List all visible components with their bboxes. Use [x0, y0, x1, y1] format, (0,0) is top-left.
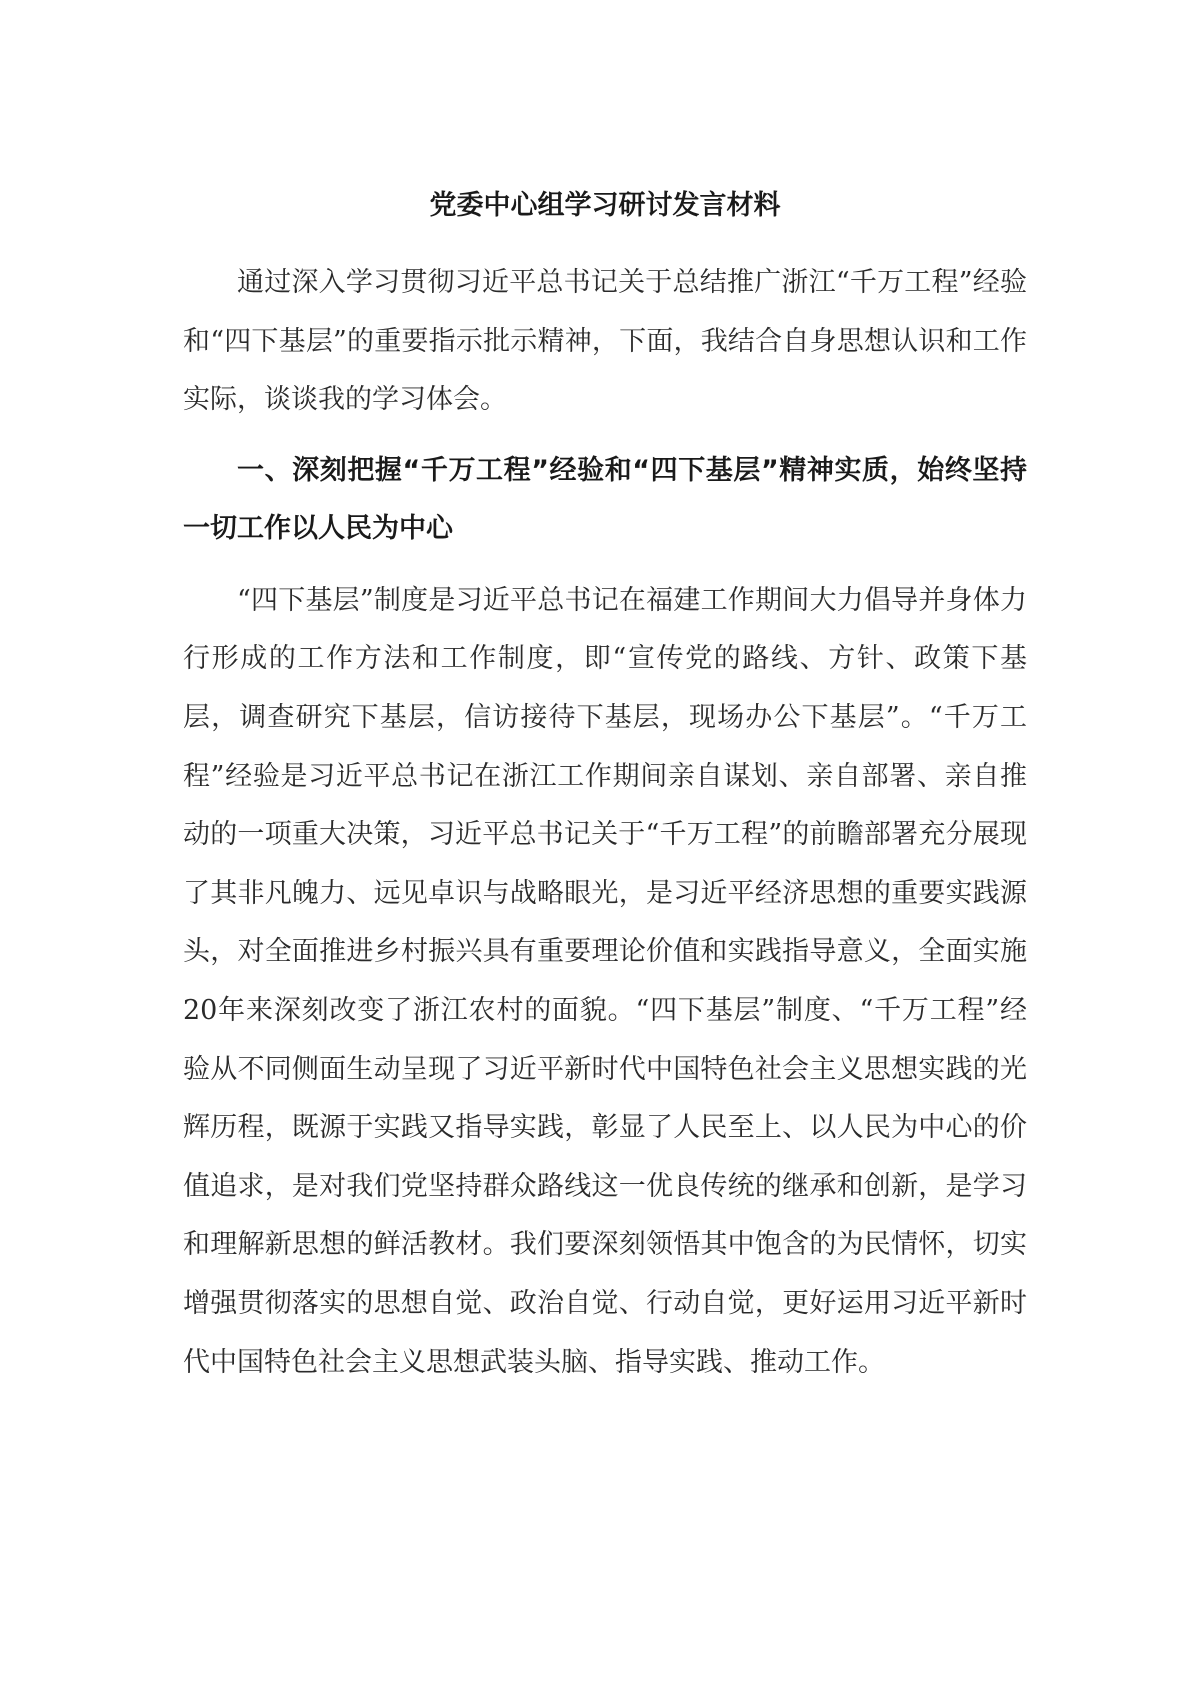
section-heading-1: 一、深刻把握“千万工程”经验和“四下基层”精神实质，始终坚持一切工作以人民为中心: [183, 454, 1027, 544]
document-title: 党委中心组学习研讨发言材料: [429, 190, 781, 221]
section-1-body-paragraph: “四下基层”制度是习近平总书记在福建工作期间大力倡导并身体力行形成的工作方法和工作制度，即“宣传党的路线、方针、政策下基层，调查研究下基层，信访接待下基层，现场办公下基层”。“千万工程”经验是习近平总书记在浙江工作期间亲自谋划、亲自部署、亲自推动的一项重大决策，习近平总书记关于“千万工程”的前瞻部署充分展现了其非凡魄力、远见卓识与战略眼光，是习近平经济思想的重要实践源头，对全面推进乡村振兴具有重要理论价值和实践指导意义，全面实施20年来深刻改变了浙江农村的面貌。“四下基层”制度、“千万工程”经验从不同侧面生动呈现了习近平新时代中国特色社会主义思想实践的光辉历程，既源于实践又指导实践，彰显了人民至上、以人民为中心的价值追求，是对我们党坚持群众路线这一优良传统的继承和创新，是学习和理解新思想的鲜活教材。我们要深刻领悟其中饱含的为民情怀，切实增强贯彻落实的思想自觉、政治自觉、行动自觉，更好运用习近平新时代中国特色社会主义思想武装头脑、指导实践、推动工作。: [183, 584, 1027, 1378]
intro-paragraph: 通过深入学习贯彻习近平总书记关于总结推广浙江“千万工程”经验和“四下基层”的重要指示批示精神，下面，我结合自身思想认识和工作实际，谈谈我的学习体会。: [183, 267, 1027, 416]
document-body: [183, 180, 1027, 1404]
